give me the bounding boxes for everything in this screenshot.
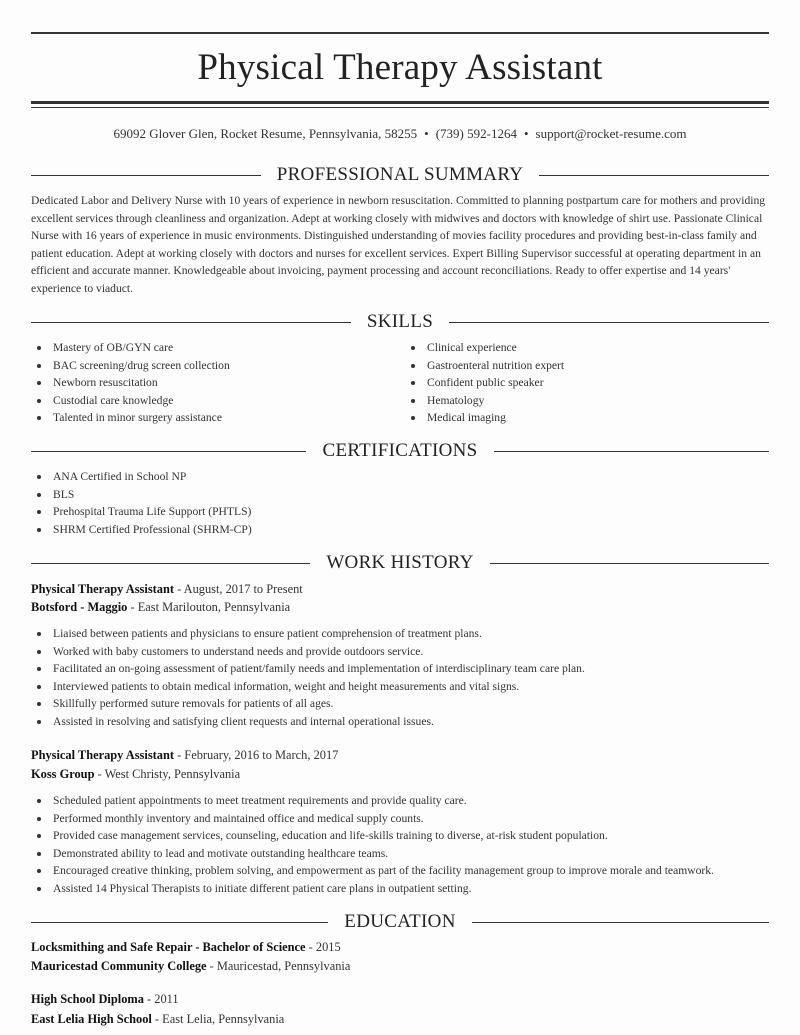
job-company-line bbox=[31, 600, 290, 615]
section-title: WORK HISTORY bbox=[326, 552, 474, 573]
list-item: Assisted in resolving and satisfying client requests and internal operational issues. bbox=[31, 713, 585, 731]
job-company: Botsford - Maggio bbox=[31, 600, 128, 614]
education-school-line bbox=[31, 959, 350, 974]
certifications-list bbox=[31, 468, 252, 538]
education-location: - Mauricestad, Pennsylvania bbox=[206, 959, 351, 973]
job-bullets bbox=[31, 792, 714, 898]
top-rule bbox=[31, 32, 769, 34]
list-item: Assisted 14 Physical Therapists to initiate different patient care plans in outpatient setting. bbox=[31, 880, 714, 898]
section-title: EDUCATION bbox=[344, 911, 456, 932]
section-title: CERTIFICATIONS bbox=[322, 440, 478, 461]
skills-list-right bbox=[405, 339, 564, 427]
education-location: - East Lelia, Pennsylvania bbox=[151, 1012, 285, 1026]
list-item: Encouraged creative thinking, problem solving, and empowerment as part of the facility management group to improve morale and teamwork. bbox=[31, 862, 714, 880]
job-company-line bbox=[31, 767, 240, 782]
summary-text: Dedicated Labor and Delivery Nurse with 10 years of experience in newborn resuscitation. Committed to planning postpartum care for mothers and providing excellent services through cleanliness and organization. Adept at working closely with midwives and doctors with knowledge of shirt use. Passionate Clinical Nurse with 16 years of experience in music environments. Distinguished understanding of movies facility procedures and providing best-in-class family and patient education. Adept at working closely with doctors and nurses for excellent services. Expert Billing Supervisor successful at operating department in an efficient and accurate manner. Knowledgeable about invoicing, payment processing and account reconciliations. Ready to offer expertise and 14 years' experience to viaduct. bbox=[31, 194, 766, 295]
skills-list-left bbox=[31, 339, 230, 427]
list-item: BAC screening/drug screen collection bbox=[31, 357, 230, 375]
section-heading-skills bbox=[31, 311, 769, 333]
list-item: Prehospital Trauma Life Support (PHTLS) bbox=[31, 503, 252, 521]
job-title: Physical Therapy Assistant bbox=[31, 582, 174, 596]
section-title: SKILLS bbox=[366, 311, 434, 332]
section-heading-work bbox=[31, 552, 769, 574]
page-title: Physical Therapy Assistant bbox=[197, 47, 603, 88]
title-rule-thin bbox=[31, 107, 769, 108]
section-heading-certifications bbox=[31, 440, 769, 462]
list-item: Provided case management services, counseling, education and life-skills training to diverse, at-risk student population. bbox=[31, 827, 714, 845]
section-heading-education bbox=[31, 911, 769, 933]
job-title-line bbox=[31, 748, 338, 763]
job-dates: - August, 2017 to Present bbox=[173, 582, 303, 596]
contact-email[interactable]: support@rocket-resume.com bbox=[535, 126, 687, 141]
list-item: Performed monthly inventory and maintained office and medical supply counts. bbox=[31, 810, 714, 828]
education-degree: High School Diploma bbox=[31, 992, 144, 1006]
list-item: Medical imaging bbox=[405, 409, 564, 427]
education-degree: Locksmithing and Safe Repair - Bachelor of Science bbox=[31, 940, 306, 954]
education-school-line bbox=[31, 1012, 284, 1027]
list-item: Mastery of OB/GYN care bbox=[31, 339, 230, 357]
list-item: Newborn resuscitation bbox=[31, 374, 230, 392]
list-item: Worked with baby customers to understand needs and provide outdoors service. bbox=[31, 643, 585, 661]
list-item: ANA Certified in School NP bbox=[31, 468, 252, 486]
education-year: - 2011 bbox=[143, 992, 179, 1006]
contact-separator: • bbox=[424, 126, 429, 141]
job-title: Physical Therapy Assistant bbox=[31, 748, 174, 762]
list-item: Liaised between patients and physicians to ensure patient comprehension of treatment plans. bbox=[31, 625, 585, 643]
education-school: Mauricestad Community College bbox=[31, 959, 207, 973]
job-company: Koss Group bbox=[31, 767, 95, 781]
title-rule-thick bbox=[31, 101, 769, 104]
list-item: SHRM Certified Professional (SHRM-CP) bbox=[31, 521, 252, 539]
list-item: Interviewed patients to obtain medical information, weight and height measurements and vital signs. bbox=[31, 678, 585, 696]
job-title-line bbox=[31, 582, 303, 597]
list-item: Facilitated an on-going assessment of patient/family needs and implementation of interdisciplinary team care plan. bbox=[31, 660, 585, 678]
contact-address: 69092 Glover Glen, Rocket Resume, Pennsylvania, 58255 bbox=[113, 126, 418, 141]
job-location: - East Marilouton, Pennsylvania bbox=[127, 600, 291, 614]
contact-phone[interactable]: (739) 592-1264 bbox=[435, 126, 517, 141]
list-item: Demonstrated ability to lead and motivate outstanding healthcare teams. bbox=[31, 845, 714, 863]
list-item: Skillfully performed suture removals for patients of all ages. bbox=[31, 695, 585, 713]
job-dates: - February, 2016 to March, 2017 bbox=[173, 748, 339, 762]
list-item: Gastroenteral nutrition expert bbox=[405, 357, 564, 375]
list-item: Scheduled patient appointments to meet treatment requirements and provide quality care. bbox=[31, 792, 714, 810]
list-item: Custodial care knowledge bbox=[31, 392, 230, 410]
list-item: Confident public speaker bbox=[405, 374, 564, 392]
job-bullets bbox=[31, 625, 585, 731]
contact-line bbox=[0, 126, 800, 142]
list-item: Hematology bbox=[405, 392, 564, 410]
job-location: - West Christy, Pennsylvania bbox=[94, 767, 241, 781]
education-degree-line bbox=[31, 992, 179, 1007]
education-year: - 2015 bbox=[305, 940, 341, 954]
education-school: East Lelia High School bbox=[31, 1012, 152, 1026]
list-item: Clinical experience bbox=[405, 339, 564, 357]
list-item: BLS bbox=[31, 486, 252, 504]
section-heading-summary bbox=[31, 164, 769, 186]
education-degree-line bbox=[31, 940, 341, 955]
section-title: PROFESSIONAL SUMMARY bbox=[276, 164, 524, 185]
contact-separator: • bbox=[523, 126, 529, 141]
list-item: Talented in minor surgery assistance bbox=[31, 409, 230, 427]
